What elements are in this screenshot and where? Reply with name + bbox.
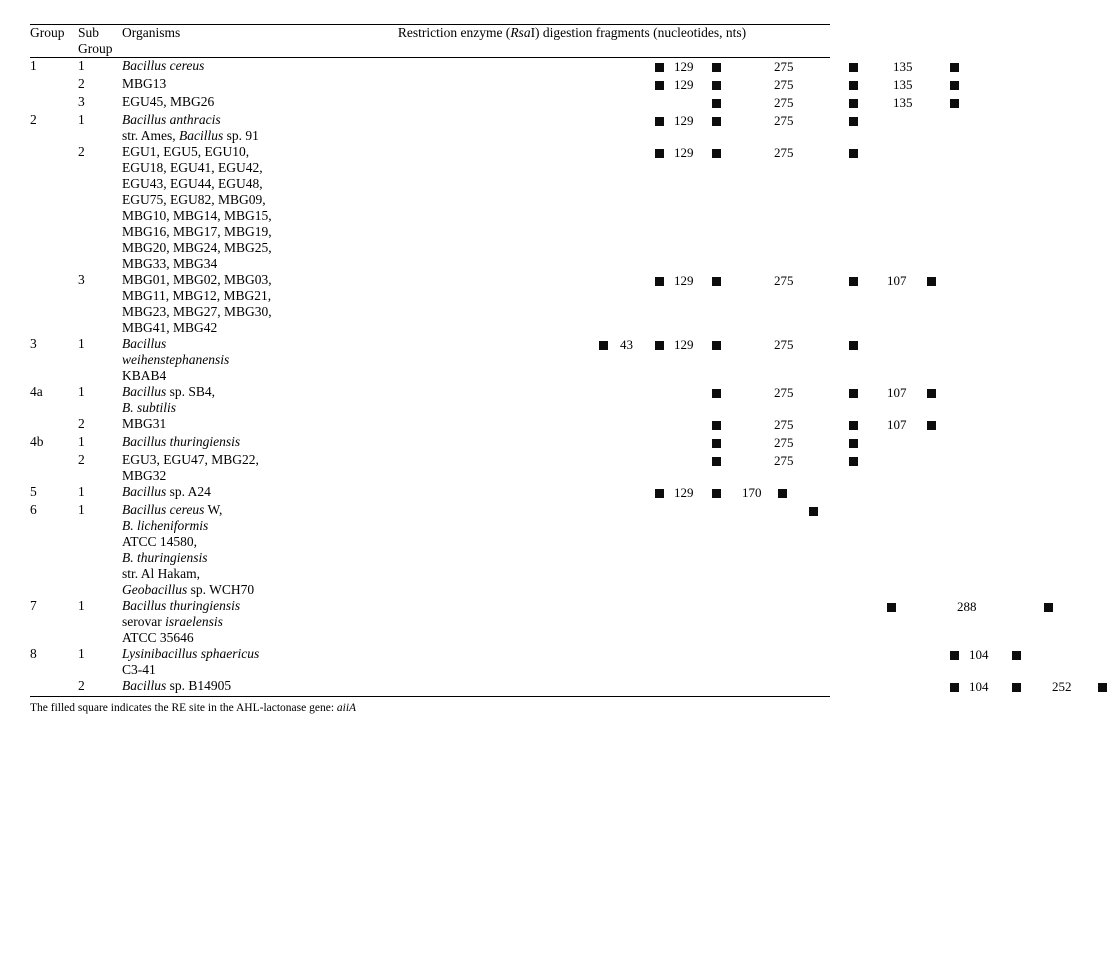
fragment-track <box>314 678 1072 696</box>
fragments-cell <box>314 76 913 94</box>
re-site-square-icon <box>712 341 721 350</box>
fragment-size-label: 129 <box>674 145 694 160</box>
organism-line <box>122 336 314 352</box>
organisms-cell <box>122 484 314 502</box>
fragments-cell <box>314 646 989 678</box>
organism-text: MBG20, MBG24, MBG25, <box>122 240 272 255</box>
table-row <box>30 434 830 452</box>
table-row <box>30 416 830 434</box>
header-fragments-pre: Restriction enzyme ( <box>397 25 511 40</box>
re-site-square-icon <box>950 63 959 72</box>
organism-text-italic-tail: israelensis <box>165 614 223 629</box>
organism-text-tail: sp. B14905 <box>166 678 232 693</box>
header-group: Group <box>30 25 65 40</box>
organism-line <box>122 416 314 432</box>
sub-group-label: 2 <box>78 76 85 91</box>
organism-line <box>122 434 314 450</box>
footnote-gene: aiiA <box>336 702 357 714</box>
restriction-fragment-table <box>30 24 1072 696</box>
re-site-square-icon <box>712 149 721 158</box>
re-site-square-icon <box>712 117 721 126</box>
fragment-size-label: 275 <box>774 435 794 450</box>
organism-line <box>122 534 314 550</box>
sub-group-label: 1 <box>78 58 85 73</box>
organisms-cell <box>122 94 314 112</box>
fragment-size-label: 129 <box>674 273 694 288</box>
organisms-cell <box>122 678 314 696</box>
footnote-text: The filled square indicates the RE site in the AHL-lactonase gene: <box>30 702 337 714</box>
organism-text: Bacillus anthracis <box>122 112 221 127</box>
re-site-square-icon <box>809 507 818 516</box>
organism-line <box>122 224 314 240</box>
re-site-square-icon <box>849 421 858 430</box>
fragments-cell <box>314 272 907 336</box>
fragment-size-label: 288 <box>957 599 977 614</box>
table-row <box>30 144 830 272</box>
organism-line <box>122 452 314 468</box>
organism-line <box>122 128 314 144</box>
re-site-square-icon <box>849 99 858 108</box>
re-site-square-icon <box>1012 651 1021 660</box>
fragments-cell <box>314 144 830 272</box>
organism-text: KBAB4 <box>122 368 167 383</box>
organism-text: MBG16, MBG17, MBG19, <box>122 224 272 239</box>
organism-line <box>122 400 314 416</box>
organism-line <box>122 368 314 384</box>
fragment-track <box>314 598 977 616</box>
fragment-size-label: 275 <box>774 113 794 128</box>
group-label: 3 <box>30 336 37 351</box>
fragment-size-label: 275 <box>774 417 794 432</box>
table-row <box>30 502 830 598</box>
organism-line <box>122 662 314 678</box>
fragment-size-label: 252 <box>1052 679 1072 694</box>
fragment-size-label: 104 <box>969 647 989 662</box>
sub-group-label: 2 <box>78 144 85 159</box>
table-row <box>30 678 830 696</box>
fragments-cell <box>314 484 830 502</box>
re-site-square-icon <box>950 683 959 692</box>
fragment-size-label: 129 <box>674 337 694 352</box>
re-site-square-icon <box>950 651 959 660</box>
organism-line <box>122 256 314 272</box>
fragment-track <box>314 76 913 94</box>
fragment-size-label: 275 <box>774 95 794 110</box>
organism-line <box>122 208 314 224</box>
organism-text: EGU1, EGU5, EGU10, <box>122 144 250 159</box>
re-site-square-icon <box>712 489 721 498</box>
organism-line <box>122 646 314 662</box>
organism-line <box>122 144 314 160</box>
sub-group-label: 1 <box>78 484 85 499</box>
organisms-cell <box>122 416 314 434</box>
header-sub-group-line2: Group <box>78 41 113 56</box>
fragment-size-label: 275 <box>774 337 794 352</box>
group-label: 8 <box>30 646 37 661</box>
organism-line <box>122 76 314 92</box>
fragment-size-label: 129 <box>674 485 694 500</box>
fragment-size-label: 129 <box>674 77 694 92</box>
table-row <box>30 646 830 678</box>
re-site-square-icon <box>1012 683 1021 692</box>
group-label: 4a <box>30 384 43 399</box>
fragment-size-label: 107 <box>887 417 907 432</box>
organism-line <box>122 614 314 630</box>
re-site-square-icon <box>849 277 858 286</box>
organism-text: Bacillus thuringiensis <box>122 434 241 449</box>
organism-line <box>122 630 314 646</box>
re-site-square-icon <box>712 457 721 466</box>
fragment-size-label: 135 <box>893 95 913 110</box>
group-label: 2 <box>30 112 37 127</box>
sub-group-label: 3 <box>78 272 85 287</box>
organisms-cell <box>122 646 314 678</box>
organisms-cell <box>122 58 314 77</box>
table-header <box>30 25 830 58</box>
sub-group-label: 3 <box>78 94 85 109</box>
re-site-square-icon <box>950 81 959 90</box>
organism-text-tail: W, <box>204 502 223 517</box>
organism-text: ATCC 35646 <box>122 630 194 645</box>
re-site-square-icon <box>927 389 936 398</box>
organism-line <box>122 518 314 534</box>
fragments-cell <box>314 598 977 646</box>
fragment-track <box>314 272 907 290</box>
fragments-cell <box>314 384 907 416</box>
organisms-cell <box>122 336 314 384</box>
re-site-square-icon <box>849 457 858 466</box>
organism-line <box>122 502 314 518</box>
fragments-cell <box>314 416 907 434</box>
organisms-cell <box>122 112 314 144</box>
re-site-square-icon <box>655 277 664 286</box>
fragment-track <box>314 502 830 520</box>
re-site-square-icon <box>849 149 858 158</box>
organism-text: serovar <box>122 614 166 629</box>
sub-group-label: 2 <box>78 678 85 693</box>
organism-text: MBG13 <box>122 76 167 91</box>
table-row <box>30 76 830 94</box>
organism-line <box>122 176 314 192</box>
organism-text: EGU3, EGU47, MBG22, <box>122 452 259 467</box>
re-site-square-icon <box>655 149 664 158</box>
organisms-cell <box>122 598 314 646</box>
organisms-cell <box>122 272 314 336</box>
organism-line <box>122 352 314 368</box>
fragments-cell <box>314 678 1072 696</box>
fragment-track <box>314 416 907 434</box>
fragment-track <box>314 434 830 452</box>
table-row <box>30 484 830 502</box>
table-row <box>30 112 830 144</box>
organism-text: EGU43, EGU44, EGU48, <box>122 176 263 191</box>
fragment-size-label: 107 <box>887 273 907 288</box>
table-body <box>30 58 1072 697</box>
sub-group-label: 2 <box>78 416 85 431</box>
re-site-square-icon <box>887 603 896 612</box>
table-row <box>30 58 830 77</box>
re-site-square-icon <box>712 63 721 72</box>
organism-line <box>122 484 314 500</box>
organism-text: EGU45, MBG26 <box>122 94 215 109</box>
fragment-track <box>314 646 989 664</box>
re-site-square-icon <box>849 81 858 90</box>
organisms-cell <box>122 452 314 484</box>
fragment-size-label: 135 <box>893 59 913 74</box>
header-sub-group <box>78 25 122 58</box>
fragments-cell <box>314 58 913 77</box>
organism-text: B. subtilis <box>122 400 177 415</box>
re-site-square-icon <box>849 63 858 72</box>
re-site-square-icon <box>849 341 858 350</box>
organism-text: MBG32 <box>122 468 167 483</box>
organisms-cell <box>122 384 314 416</box>
fragments-cell <box>314 112 830 144</box>
fragment-size-label: 275 <box>774 77 794 92</box>
re-site-square-icon <box>712 421 721 430</box>
sub-group-label: 2 <box>78 452 85 467</box>
re-site-square-icon <box>712 389 721 398</box>
header-row <box>30 25 830 58</box>
fragment-size-label: 104 <box>969 679 989 694</box>
fragment-track <box>314 94 913 112</box>
organism-text: Bacillus <box>122 384 167 399</box>
re-site-square-icon <box>655 341 664 350</box>
re-site-square-icon <box>712 439 721 448</box>
organism-text: C3-41 <box>122 662 156 677</box>
organism-line <box>122 550 314 566</box>
organism-text: Bacillus <box>122 678 167 693</box>
organism-line <box>122 304 314 320</box>
sub-group-label: 1 <box>78 646 85 661</box>
re-site-square-icon <box>655 489 664 498</box>
sub-group-label: 1 <box>78 434 85 449</box>
fragments-cell <box>314 434 830 452</box>
re-site-square-icon <box>778 489 787 498</box>
re-site-square-icon <box>1098 683 1107 692</box>
fragment-size-label: 129 <box>674 59 694 74</box>
organism-text-tail: sp. SB4, <box>166 384 216 399</box>
organism-text-tail: sp. WCH70 <box>187 582 255 597</box>
re-site-square-icon <box>849 117 858 126</box>
re-site-square-icon <box>712 277 721 286</box>
table-row <box>30 336 830 384</box>
fragment-track <box>314 336 830 354</box>
re-site-square-icon <box>1044 603 1053 612</box>
organism-line <box>122 598 314 614</box>
sub-group-label: 1 <box>78 336 85 351</box>
fragments-cell <box>314 336 830 384</box>
re-site-square-icon <box>927 277 936 286</box>
fragment-track <box>314 112 830 130</box>
re-site-square-icon <box>655 117 664 126</box>
header-fragments-enzyme: Rsa <box>510 25 531 40</box>
fragment-track <box>314 58 913 76</box>
organism-line <box>122 384 314 400</box>
organism-text: ATCC 14580, <box>122 534 198 549</box>
re-site-square-icon <box>655 63 664 72</box>
fragment-size-label: 275 <box>774 385 794 400</box>
group-label: 4b <box>30 434 44 449</box>
organism-line <box>122 240 314 256</box>
organism-text: Lysinibacillus sphaericus <box>122 646 260 661</box>
organism-text: weihenstephanensis <box>122 352 230 367</box>
re-site-square-icon <box>927 421 936 430</box>
fragments-cell <box>314 452 830 484</box>
table-row <box>30 94 830 112</box>
re-site-square-icon <box>849 439 858 448</box>
group-label: 6 <box>30 502 37 517</box>
organism-text: MBG31 <box>122 416 167 431</box>
organism-text: Bacillus <box>122 484 167 499</box>
organism-text: Bacillus <box>122 336 167 351</box>
fragment-size-label: 275 <box>774 145 794 160</box>
organisms-cell <box>122 144 314 272</box>
table-row <box>30 598 830 646</box>
organism-text: MBG41, MBG42 <box>122 320 218 335</box>
table-row <box>30 384 830 416</box>
header-fragments <box>314 25 830 58</box>
organism-line <box>122 160 314 176</box>
organisms-cell <box>122 502 314 598</box>
organism-text: Bacillus cereus <box>122 502 205 517</box>
organism-text: MBG33, MBG34 <box>122 256 218 271</box>
fragment-size-label: 43 <box>620 337 633 352</box>
organism-line <box>122 468 314 484</box>
organism-line <box>122 192 314 208</box>
group-label: 7 <box>30 598 37 613</box>
organism-line <box>122 58 314 74</box>
fragments-cell <box>314 502 830 598</box>
organism-text-italic-tail: Bacillus <box>179 128 224 143</box>
organism-line <box>122 566 314 582</box>
sub-group-label: 1 <box>78 384 85 399</box>
organism-line <box>122 320 314 336</box>
organism-line <box>122 582 314 598</box>
re-site-square-icon <box>950 99 959 108</box>
organisms-cell <box>122 434 314 452</box>
organism-text: MBG01, MBG02, MBG03, <box>122 272 272 287</box>
organism-text: MBG23, MBG27, MBG30, <box>122 304 272 319</box>
fragment-track <box>314 144 830 162</box>
organism-text: Bacillus thuringiensis <box>122 598 241 613</box>
fragment-size-label: 275 <box>774 453 794 468</box>
organism-text: B. thuringiensis <box>122 550 208 565</box>
fragment-size-label: 275 <box>774 273 794 288</box>
organism-text: EGU75, EGU82, MBG09, <box>122 192 266 207</box>
organism-text: str. Al Hakam, <box>122 566 200 581</box>
table-row <box>30 452 830 484</box>
fragment-track <box>314 384 907 402</box>
organism-text: str. Ames, <box>122 128 180 143</box>
header-organisms: Organisms <box>122 25 181 40</box>
sub-group-label: 1 <box>78 598 85 613</box>
fragment-track <box>314 452 830 470</box>
sub-group-label: 1 <box>78 502 85 517</box>
fragment-size-label: 275 <box>774 59 794 74</box>
table-row <box>30 272 830 336</box>
organism-text: MBG10, MBG14, MBG15, <box>122 208 272 223</box>
organism-line <box>122 94 314 110</box>
organism-text-tail: sp. 91 <box>223 128 259 143</box>
organism-text-tail: sp. A24 <box>166 484 211 499</box>
fragment-size-label: 107 <box>887 385 907 400</box>
organisms-cell <box>122 76 314 94</box>
fragment-track <box>314 484 830 502</box>
organism-text: Geobacillus <box>122 582 188 597</box>
re-site-square-icon <box>599 341 608 350</box>
re-site-square-icon <box>655 81 664 90</box>
organism-line <box>122 272 314 288</box>
organism-text: B. licheniformis <box>122 518 209 533</box>
group-label: 1 <box>30 58 37 73</box>
fragment-size-label: 135 <box>893 77 913 92</box>
group-label: 5 <box>30 484 37 499</box>
header-sub-group-line1: Sub <box>78 25 100 40</box>
organism-text: Bacillus cereus <box>122 58 205 73</box>
table-footnote <box>30 696 830 715</box>
re-site-square-icon <box>712 81 721 90</box>
fragment-size-label: 129 <box>674 113 694 128</box>
re-site-square-icon <box>712 99 721 108</box>
organism-line <box>122 678 314 694</box>
header-fragments-post: I) digestion fragments (nucleotides, nts) <box>530 25 747 40</box>
re-site-square-icon <box>849 389 858 398</box>
organism-line <box>122 288 314 304</box>
sub-group-label: 1 <box>78 112 85 127</box>
fragments-cell <box>314 94 913 112</box>
organism-line <box>122 112 314 128</box>
organism-text: EGU18, EGU41, EGU42, <box>122 160 263 175</box>
fragment-size-label: 170 <box>742 485 762 500</box>
organism-text: MBG11, MBG12, MBG21, <box>122 288 272 303</box>
